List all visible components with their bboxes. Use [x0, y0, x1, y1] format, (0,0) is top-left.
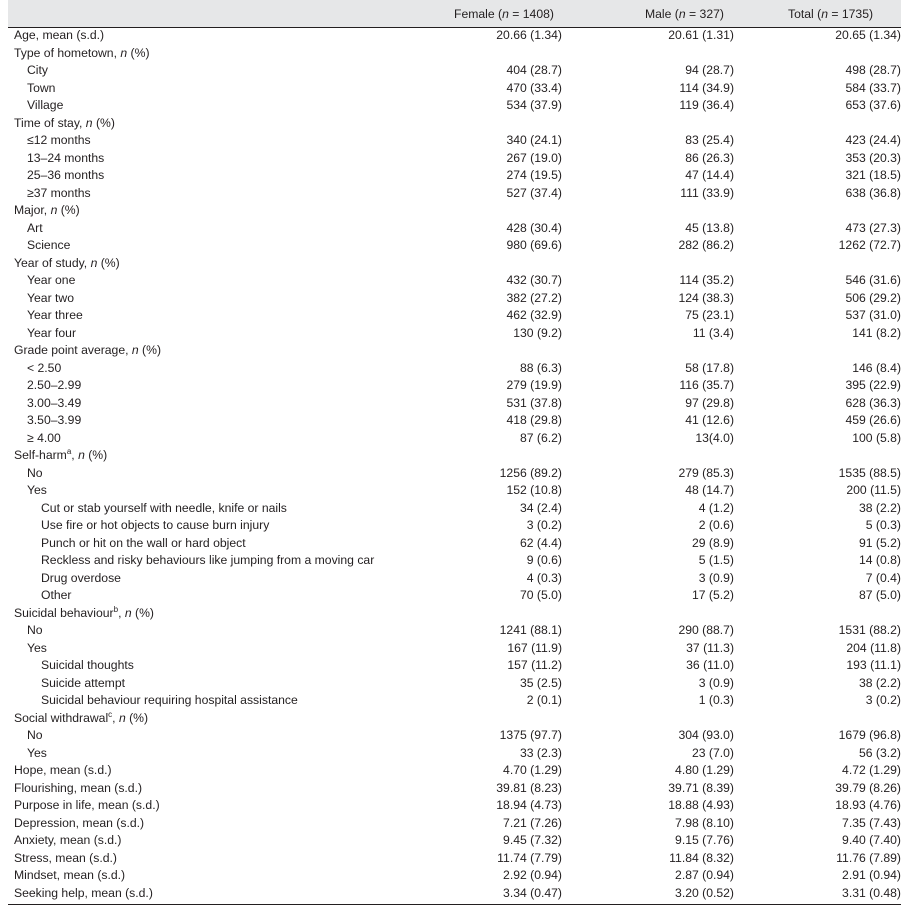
male-cell: 124 (38.3)	[678, 290, 734, 305]
row-label: Science	[27, 238, 71, 252]
row-label: Village	[27, 98, 64, 112]
row-label: Drug overdose	[41, 570, 121, 585]
row-label-text: Suicidal behaviour	[14, 605, 114, 620]
female-cell: 267 (19.0)	[506, 150, 562, 165]
table-row	[8, 412, 901, 430]
table-row	[8, 780, 901, 798]
male-cell: 48 (14.7)	[685, 483, 734, 497]
female-cell: 980 (69.6)	[506, 238, 562, 252]
table-row	[8, 605, 901, 623]
total-cell: 537 (31.0)	[845, 308, 901, 322]
female-cell: 33 (2.3)	[519, 745, 562, 760]
male-cell: 20.61 (1.31)	[668, 28, 734, 42]
row-label	[14, 710, 148, 728]
female-cell: 157 (11.2)	[507, 658, 562, 672]
row-label: 25–36 months	[27, 168, 105, 182]
total-cell: 321 (18.5)	[845, 168, 901, 182]
female-cell: 1256 (89.2)	[499, 465, 562, 480]
row-label: ≤12 months	[27, 133, 91, 147]
row-label: Grade point average, n (%)	[14, 343, 162, 357]
row-label	[14, 605, 154, 623]
row-label-suffix: , n (%)	[71, 448, 108, 462]
total-cell: 56 (3.2)	[858, 745, 901, 760]
female-cell: 527 (37.4)	[506, 185, 562, 200]
male-cell: 3.20 (0.52)	[675, 885, 734, 900]
row-label: Mindset, mean (s.d.)	[14, 868, 126, 882]
male-cell: 94 (28.7)	[685, 63, 734, 77]
female-cell: 1241 (88.1)	[499, 623, 562, 637]
male-cell: 23 (7.0)	[691, 745, 734, 760]
male-cell: 13(4.0)	[695, 430, 734, 445]
row-label: Yes	[27, 640, 47, 655]
total-cell: 1531 (88.2)	[838, 623, 901, 637]
table-row	[8, 797, 901, 815]
table-row	[8, 587, 901, 605]
row-label: Suicidal thoughts	[41, 658, 134, 672]
male-cell: 5 (1.5)	[698, 553, 734, 567]
table-row	[8, 675, 901, 693]
total-cell: 506 (29.2)	[845, 290, 901, 305]
table-row	[8, 115, 901, 133]
female-cell: 404 (28.7)	[506, 63, 562, 77]
table-row	[8, 815, 901, 833]
total-cell: 7 (0.4)	[865, 570, 901, 585]
male-cell: 37 (11.3)	[686, 640, 734, 655]
total-cell: 18.93 (4.76)	[835, 798, 901, 812]
female-cell: 470 (33.4)	[506, 80, 562, 95]
female-cell: 4 (0.3)	[526, 570, 562, 585]
male-cell: 4.80 (1.29)	[675, 763, 734, 777]
table-row	[8, 325, 901, 343]
table-row	[8, 150, 901, 168]
table-row	[8, 850, 901, 868]
row-label: Use fire or hot objects to cause burn injury	[41, 518, 270, 532]
female-cell: 62 (4.4)	[519, 535, 562, 550]
female-cell: 3.34 (0.47)	[503, 885, 562, 900]
male-cell: 114 (34.9)	[679, 80, 734, 95]
row-label: Major, n (%)	[14, 203, 80, 217]
male-cell: 11.84 (8.32)	[669, 850, 734, 865]
male-cell: 290 (88.7)	[678, 623, 734, 637]
table-row	[8, 272, 901, 290]
total-cell: 204 (11.8)	[846, 640, 901, 655]
total-cell: 628 (36.3)	[845, 395, 901, 410]
male-cell: 282 (86.2)	[678, 238, 734, 252]
male-cell: 111 (33.9)	[680, 185, 734, 200]
table-row	[8, 535, 901, 553]
female-cell: 1375 (97.7)	[499, 728, 562, 742]
table-row	[8, 360, 901, 378]
total-cell: 395 (22.9)	[845, 378, 901, 392]
total-cell: 584 (33.7)	[845, 80, 901, 95]
table-row	[8, 62, 901, 80]
male-cell: 3 (0.9)	[698, 570, 734, 585]
table-row	[8, 307, 901, 325]
male-cell: 4 (1.2)	[698, 500, 734, 515]
row-label: City	[27, 63, 48, 77]
row-label: Anxiety, mean (s.d.)	[14, 833, 122, 847]
table-row	[8, 622, 901, 640]
female-cell: 11.74 (7.79)	[497, 850, 562, 865]
row-label: Suicidal behaviour requiring hospital assistance	[41, 693, 298, 707]
female-cell: 20.66 (1.34)	[496, 28, 562, 42]
row-label: Punch or hit on the wall or hard object	[41, 535, 246, 550]
row-label	[14, 447, 107, 465]
male-cell: 2 (0.6)	[698, 518, 734, 532]
row-label: No	[27, 465, 43, 480]
table-row	[8, 97, 901, 115]
male-cell: 3 (0.9)	[698, 675, 734, 690]
female-cell: 39.81 (8.23)	[496, 780, 562, 795]
row-label: Flourishing, mean (s.d.)	[14, 780, 143, 795]
total-cell: 1679 (96.8)	[838, 728, 901, 742]
row-label: Purpose in life, mean (s.d.)	[14, 798, 160, 812]
total-cell: 638 (36.8)	[845, 185, 901, 200]
table-row	[8, 45, 901, 63]
row-label: ≥ 4.00	[27, 430, 61, 445]
total-cell: 498 (28.7)	[845, 63, 901, 77]
total-cell: 353 (20.3)	[845, 150, 901, 165]
female-cell: 9.45 (7.32)	[503, 833, 562, 847]
row-label: Hope, mean (s.d.)	[14, 763, 112, 777]
male-cell: 41 (12.6)	[685, 413, 734, 427]
male-cell: 75 (23.1)	[685, 308, 734, 322]
footnote-marker: c	[108, 709, 113, 719]
total-cell: 423 (24.4)	[845, 133, 901, 147]
female-cell: 418 (29.8)	[506, 413, 562, 427]
female-cell: 34 (2.4)	[519, 500, 562, 515]
table-row	[8, 552, 901, 570]
row-label: Year three	[27, 308, 83, 322]
male-cell: 83 (25.4)	[685, 133, 734, 147]
total-cell: 87 (5.0)	[858, 588, 901, 602]
total-cell: 193 (11.1)	[846, 658, 901, 672]
male-cell: 86 (26.3)	[685, 150, 734, 165]
table-row	[8, 80, 901, 98]
row-label: Yes	[27, 745, 47, 760]
male-cell: 116 (35.7)	[679, 378, 734, 392]
male-cell: 11 (3.4)	[692, 325, 734, 340]
female-cell: 534 (37.9)	[506, 98, 562, 112]
total-cell: 141 (8.2)	[852, 325, 901, 340]
row-label: Depression, mean (s.d.)	[14, 815, 145, 830]
row-label: Suicide attempt	[41, 675, 126, 690]
male-cell: 97 (29.8)	[685, 395, 734, 410]
row-label: Year one	[27, 273, 76, 287]
male-cell: 304 (93.0)	[678, 728, 734, 742]
table-row	[8, 202, 901, 220]
female-cell: 462 (32.9)	[506, 308, 562, 322]
table-row	[8, 482, 901, 500]
total-cell: 39.79 (8.26)	[835, 780, 901, 795]
row-label-suffix: , n (%)	[118, 605, 154, 620]
table-row	[8, 640, 901, 658]
total-cell: 1262 (72.7)	[838, 238, 901, 252]
female-cell: 2 (0.1)	[526, 693, 562, 707]
total-cell: 9.40 (7.40)	[842, 833, 901, 847]
row-label: Year of study, n (%)	[14, 255, 120, 270]
table-row	[8, 185, 901, 203]
row-label: 3.00–3.49	[27, 395, 82, 410]
row-label: Yes	[27, 483, 47, 497]
row-label-text: Self-harm	[14, 448, 67, 462]
male-cell: 9.15 (7.76)	[675, 833, 734, 847]
female-cell: 7.21 (7.26)	[503, 815, 562, 830]
table-row	[8, 220, 901, 238]
table-row	[8, 745, 901, 763]
male-cell: 45 (13.8)	[685, 220, 734, 235]
table-row	[8, 657, 901, 675]
female-cell: 88 (6.3)	[519, 360, 562, 375]
table-row	[8, 447, 901, 465]
total-cell: 200 (11.5)	[846, 483, 901, 497]
male-cell: 114 (35.2)	[679, 273, 734, 287]
total-cell: 38 (2.2)	[858, 675, 901, 690]
female-cell: 70 (5.0)	[519, 588, 562, 602]
female-cell: 340 (24.1)	[506, 133, 562, 147]
row-label: No	[27, 728, 43, 742]
table-row	[8, 167, 901, 185]
total-cell: 14 (0.8)	[858, 553, 901, 567]
table-row	[8, 867, 901, 885]
female-cell: 9 (0.6)	[526, 553, 562, 567]
row-label-suffix: , n (%)	[112, 710, 149, 725]
table-body	[8, 27, 901, 902]
row-label: ≥37 months	[27, 185, 91, 200]
table-row	[8, 237, 901, 255]
row-label: < 2.50	[27, 360, 62, 375]
table-row	[8, 500, 901, 518]
total-cell: 4.72 (1.29)	[842, 763, 901, 777]
table-row	[8, 255, 901, 273]
table-row	[8, 692, 901, 710]
table-row	[8, 762, 901, 780]
table-row	[8, 517, 901, 535]
header-male: Male (n = 327)	[645, 7, 724, 21]
row-label: 3.50–3.99	[27, 413, 82, 427]
table-row	[8, 727, 901, 745]
table-row	[8, 710, 901, 728]
row-label: Type of hometown, n (%)	[14, 45, 150, 60]
row-label: Time of stay, n (%)	[14, 115, 115, 130]
total-cell: 1535 (88.5)	[838, 465, 901, 480]
female-cell: 152 (10.8)	[506, 483, 562, 497]
table-row	[8, 885, 901, 903]
header-total: Total (n = 1735)	[788, 7, 874, 21]
male-cell: 279 (85.3)	[678, 465, 734, 480]
row-label: Other	[41, 588, 72, 602]
total-cell: 3 (0.2)	[865, 693, 901, 707]
row-label: Year four	[27, 325, 77, 340]
male-cell: 36 (11.0)	[686, 658, 734, 672]
male-cell: 29 (8.9)	[691, 535, 734, 550]
demographics-table	[8, 0, 901, 900]
male-cell: 2.87 (0.94)	[675, 868, 734, 882]
row-label: Town	[27, 80, 56, 95]
row-label: No	[27, 623, 43, 637]
row-label: 2.50–2.99	[27, 378, 82, 392]
total-cell: 5 (0.3)	[865, 518, 901, 532]
row-label: Age, mean (s.d.)	[14, 28, 105, 42]
female-cell: 35 (2.5)	[519, 675, 562, 690]
female-cell: 531 (37.8)	[506, 395, 562, 410]
male-cell: 1 (0.3)	[698, 693, 734, 707]
table-row	[8, 342, 901, 360]
footnote-marker: a	[66, 447, 72, 456]
female-cell: 87 (6.2)	[519, 430, 562, 445]
total-cell: 20.65 (1.34)	[835, 28, 901, 42]
row-label: Stress, mean (s.d.)	[14, 850, 117, 865]
male-cell: 39.71 (8.39)	[668, 780, 734, 795]
female-cell: 432 (30.7)	[506, 273, 562, 287]
male-cell: 7.98 (8.10)	[675, 815, 734, 830]
female-cell: 3 (0.2)	[526, 518, 562, 532]
footnote-marker: b	[113, 604, 119, 614]
total-cell: 7.35 (7.43)	[842, 815, 901, 830]
bottom-rule	[8, 904, 901, 905]
female-cell: 167 (11.9)	[507, 640, 562, 655]
total-cell: 38 (2.2)	[858, 500, 901, 515]
total-cell: 459 (26.6)	[845, 413, 901, 427]
table-row	[8, 395, 901, 413]
total-cell: 2.91 (0.94)	[842, 868, 901, 882]
male-cell: 58 (17.8)	[685, 360, 734, 375]
female-cell: 130 (9.2)	[513, 325, 562, 340]
female-cell: 428 (30.4)	[506, 220, 562, 235]
row-label: Art	[27, 220, 43, 235]
table-row	[8, 832, 901, 850]
row-label: 13–24 months	[27, 150, 105, 165]
female-cell: 4.70 (1.29)	[503, 763, 562, 777]
table-row	[8, 570, 901, 588]
total-cell: 3.31 (0.48)	[842, 885, 901, 900]
total-cell: 100 (5.8)	[852, 430, 901, 445]
male-cell: 17 (5.2)	[691, 588, 734, 602]
total-cell: 546 (31.6)	[845, 273, 901, 287]
female-cell: 274 (19.5)	[506, 168, 562, 182]
male-cell: 18.88 (4.93)	[668, 798, 734, 812]
table-row	[8, 377, 901, 395]
table-row	[8, 132, 901, 150]
table-row	[8, 465, 901, 483]
female-cell: 18.94 (4.73)	[496, 798, 562, 812]
table-header	[8, 0, 901, 27]
female-cell: 279 (19.9)	[506, 378, 562, 392]
row-label: Cut or stab yourself with needle, knife or nails	[41, 500, 287, 515]
table-row	[8, 430, 901, 448]
male-cell: 119 (36.4)	[679, 98, 734, 112]
row-label: Seeking help, mean (s.d.)	[14, 885, 153, 900]
total-cell: 473 (27.3)	[845, 220, 901, 235]
total-cell: 146 (8.4)	[852, 360, 901, 375]
table-row	[8, 27, 901, 45]
female-cell: 2.92 (0.94)	[503, 868, 562, 882]
header-female: Female (n = 1408)	[454, 7, 554, 21]
total-cell: 91 (5.2)	[858, 535, 901, 550]
row-label-text: Social withdrawal	[14, 710, 109, 725]
table-row	[8, 290, 901, 308]
row-label: Year two	[27, 290, 74, 305]
total-cell: 653 (37.6)	[845, 98, 901, 112]
male-cell: 47 (14.4)	[685, 168, 734, 182]
female-cell: 382 (27.2)	[506, 290, 562, 305]
total-cell: 11.76 (7.89)	[836, 850, 901, 865]
row-label: Reckless and risky behaviours like jumping from a moving car	[41, 553, 375, 567]
